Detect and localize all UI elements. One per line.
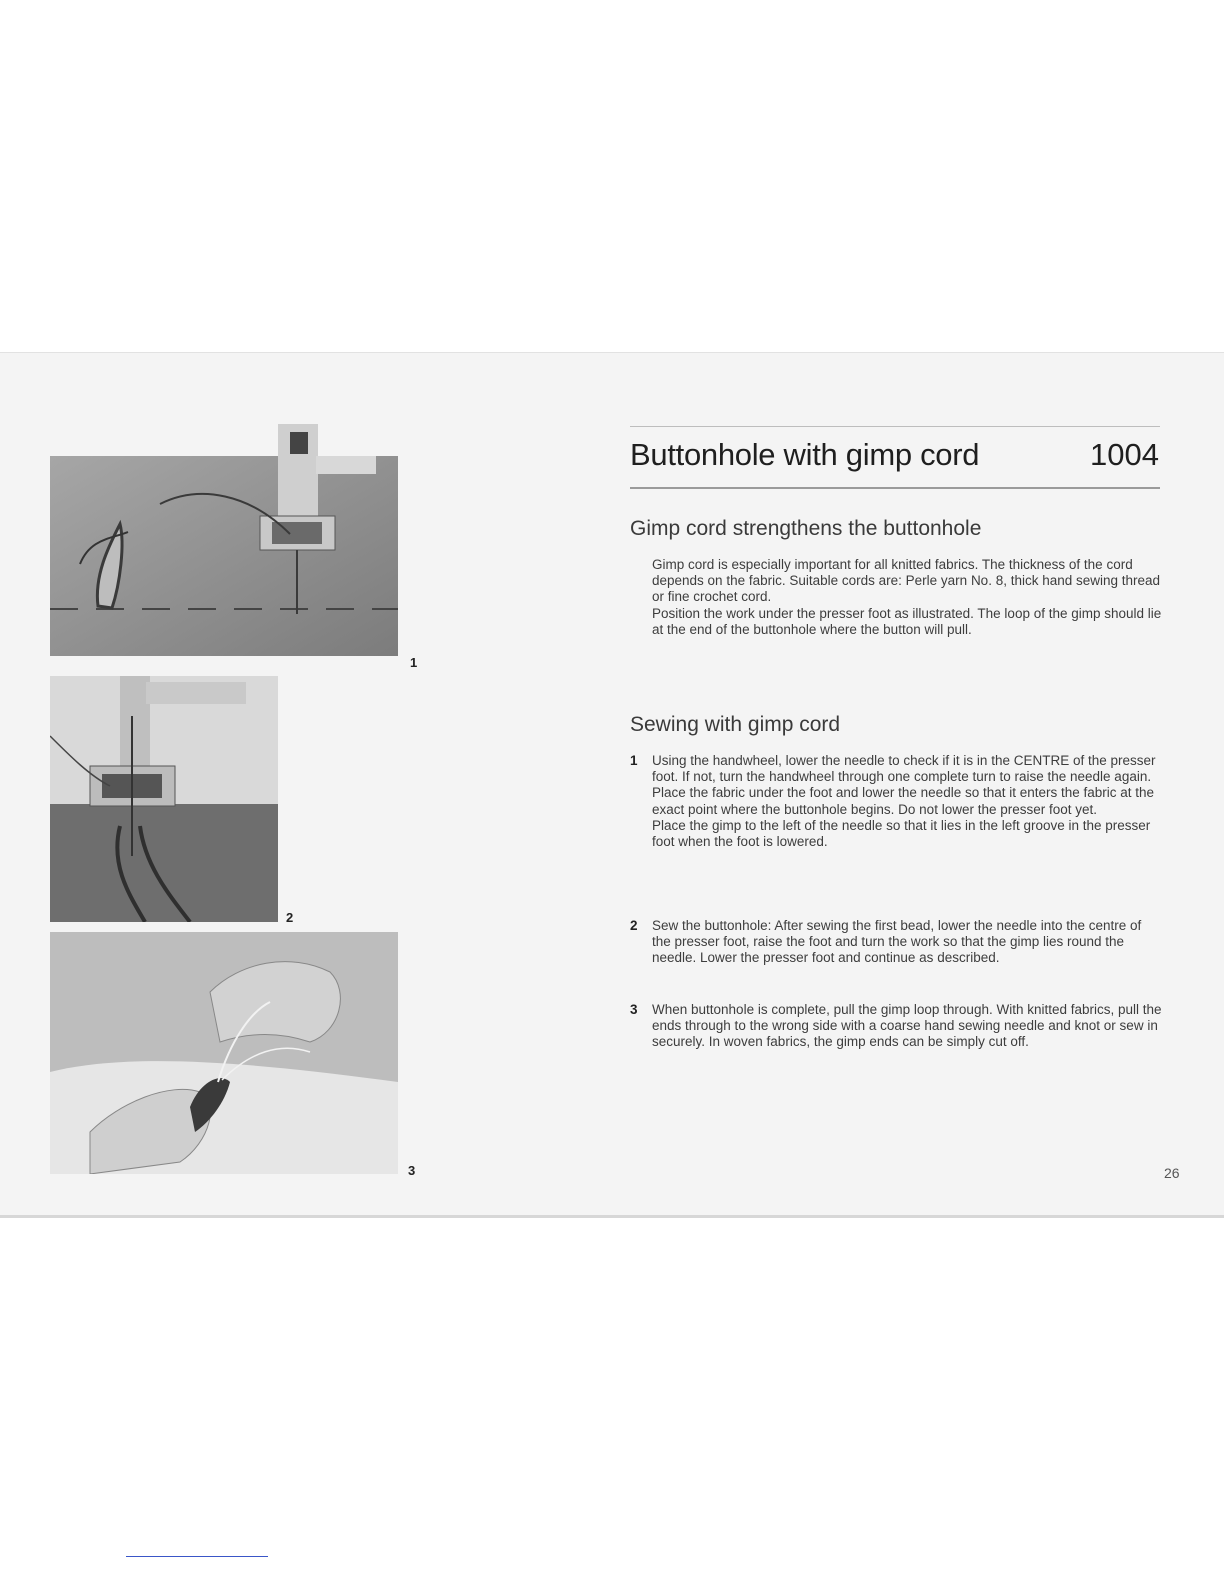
step-2-text: Sew the buttonhole: After sewing the first bead, lower the needle into the centre of the presser foot, raise the foot and turn the work so that the gimp lies round the needle. Lower the presser foot and continue as described. xyxy=(652,918,1142,966)
section1-paragraph-1: Gimp cord is especially important for all knitted fabrics. The thickness of the cord depends on the fabric. Suitable cords are: Perle yarn No. 8, thick hand sewing thread or fine crochet cord. xyxy=(652,557,1161,605)
figure-3-photo xyxy=(50,932,398,1174)
figure-3-number: 3 xyxy=(408,1163,416,1178)
page-title: Buttonhole with gimp cord xyxy=(630,437,980,472)
title-top-rule xyxy=(630,426,1160,427)
program-code: 1004 xyxy=(1090,437,1159,472)
section1-text xyxy=(652,557,1162,638)
figure-2-photo xyxy=(50,676,278,922)
figure-1-number: 1 xyxy=(410,655,418,670)
figure-1-photo xyxy=(50,424,398,656)
step-1-text: Using the handwheel, lower the needle to check if it is in the CENTRE of the presser foot. If not, turn the handwheel through one complete turn to raise the needle again. Place the fabric under the foot and lower the needle so that it enters the fabric at the exact point where the buttonhole begins. Do not lower the presser foot yet. xyxy=(652,753,1156,817)
step-2 xyxy=(630,918,1162,967)
page-number: 26 xyxy=(1164,1165,1180,1181)
link-underline xyxy=(126,1556,268,1557)
step-1-number: 1 xyxy=(630,753,638,768)
section-heading-gimp-cord: Gimp cord strengthens the buttonhole xyxy=(630,517,982,540)
figure-2-number: 2 xyxy=(286,910,294,925)
step-1-text-2: Place the gimp to the left of the needle so that it lies in the left groove in the presser foot when the foot is lowered. xyxy=(652,817,1151,850)
section-heading-sewing: Sewing with gimp cord xyxy=(630,713,841,736)
step-3-number: 3 xyxy=(630,1002,638,1017)
step-1 xyxy=(630,753,1162,850)
title-bottom-rule xyxy=(630,487,1160,489)
step-3 xyxy=(630,1002,1162,1051)
step-3-text: When buttonhole is complete, pull the gimp loop through. With knitted fabrics, pull the ends through to the wrong side with a coarse hand sewing needle and knot or sew in securely. In woven fabrics, the gimp ends can be simply cut off. xyxy=(652,1002,1162,1050)
step-2-number: 2 xyxy=(630,918,638,933)
section1-paragraph-2: Position the work under the presser foot as illustrated. The loop of the gimp should lie at the end of the buttonhole where the button will pull. xyxy=(652,605,1162,637)
